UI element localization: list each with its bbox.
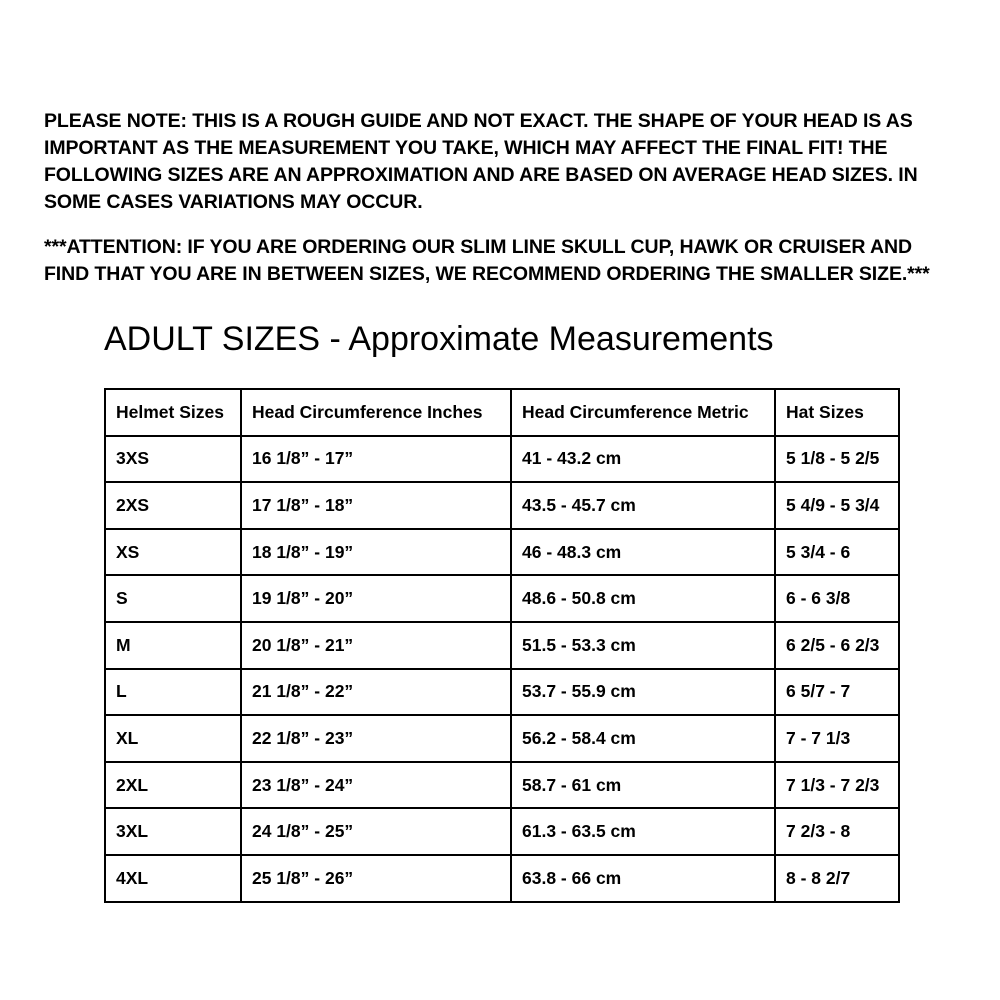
column-header-helmet-sizes: Helmet Sizes — [105, 389, 241, 436]
cell-hat-size: 6 2/5 - 6 2/3 — [775, 622, 899, 669]
table-body — [105, 436, 899, 902]
size-chart-table — [104, 388, 900, 903]
cell-metric: 63.8 - 66 cm — [511, 855, 775, 902]
cell-hat-size: 5 3/4 - 6 — [775, 529, 899, 576]
cell-inches: 21 1/8” - 22” — [241, 669, 511, 716]
cell-inches: 22 1/8” - 23” — [241, 715, 511, 762]
table-row — [105, 669, 899, 716]
cell-metric: 61.3 - 63.5 cm — [511, 808, 775, 855]
cell-metric: 58.7 - 61 cm — [511, 762, 775, 809]
cell-hat-size: 8 - 8 2/7 — [775, 855, 899, 902]
table-row — [105, 436, 899, 483]
page-title: ADULT SIZES - Approximate Measurements — [104, 320, 774, 358]
table-row — [105, 575, 899, 622]
notes-block — [44, 108, 959, 288]
cell-helmet-size: 2XL — [105, 762, 241, 809]
cell-inches: 23 1/8” - 24” — [241, 762, 511, 809]
cell-helmet-size: 3XS — [105, 436, 241, 483]
cell-inches: 24 1/8” - 25” — [241, 808, 511, 855]
table-row — [105, 855, 899, 902]
cell-helmet-size: L — [105, 669, 241, 716]
cell-helmet-size: 2XS — [105, 482, 241, 529]
cell-metric: 56.2 - 58.4 cm — [511, 715, 775, 762]
column-header-head-circumference-inches: Head Circumference Inches — [241, 389, 511, 436]
cell-helmet-size: 3XL — [105, 808, 241, 855]
table-row — [105, 715, 899, 762]
cell-inches: 25 1/8” - 26” — [241, 855, 511, 902]
cell-helmet-size: XS — [105, 529, 241, 576]
table-row — [105, 482, 899, 529]
table-header-row — [105, 389, 899, 436]
cell-metric: 46 - 48.3 cm — [511, 529, 775, 576]
cell-hat-size: 7 - 7 1/3 — [775, 715, 899, 762]
note-paragraph-2: ***ATTENTION: IF YOU ARE ORDERING OUR SLIM LINE SKULL CUP, HAWK OR CRUISER AND FIND THAT YOU ARE IN BETWEEN SIZES, WE RECOMMEND ORDERING THE SMALLER SIZE.*** — [44, 236, 930, 285]
cell-inches: 19 1/8” - 20” — [241, 575, 511, 622]
column-header-hat-sizes: Hat Sizes — [775, 389, 899, 436]
cell-metric: 51.5 - 53.3 cm — [511, 622, 775, 669]
cell-helmet-size: M — [105, 622, 241, 669]
cell-helmet-size: S — [105, 575, 241, 622]
cell-inches: 17 1/8” - 18” — [241, 482, 511, 529]
cell-metric: 43.5 - 45.7 cm — [511, 482, 775, 529]
cell-hat-size: 5 4/9 - 5 3/4 — [775, 482, 899, 529]
cell-hat-size: 5 1/8 - 5 2/5 — [775, 436, 899, 483]
cell-hat-size: 7 2/3 - 8 — [775, 808, 899, 855]
table-row — [105, 762, 899, 809]
table-row — [105, 622, 899, 669]
table-row — [105, 808, 899, 855]
cell-hat-size: 6 5/7 - 7 — [775, 669, 899, 716]
table-row — [105, 529, 899, 576]
cell-helmet-size: XL — [105, 715, 241, 762]
cell-inches: 18 1/8” - 19” — [241, 529, 511, 576]
note-paragraph-1: PLEASE NOTE: THIS IS A ROUGH GUIDE AND NOT EXACT. THE SHAPE OF YOUR HEAD IS AS IMPORTANT AS THE MEASUREMENT YOU TAKE, WHICH MAY AFFECT THE FINAL FIT! THE FOLLOWING SIZES ARE AN APPROXIMATION AND ARE BASED ON AVERAGE HEAD SIZES. IN SOME CASES VARIATIONS MAY OCCUR. — [44, 110, 918, 213]
cell-metric: 53.7 - 55.9 cm — [511, 669, 775, 716]
cell-helmet-size: 4XL — [105, 855, 241, 902]
cell-hat-size: 6 - 6 3/8 — [775, 575, 899, 622]
cell-inches: 16 1/8” - 17” — [241, 436, 511, 483]
cell-hat-size: 7 1/3 - 7 2/3 — [775, 762, 899, 809]
column-header-head-circumference-metric: Head Circumference Metric — [511, 389, 775, 436]
cell-inches: 20 1/8” - 21” — [241, 622, 511, 669]
cell-metric: 41 - 43.2 cm — [511, 436, 775, 483]
cell-metric: 48.6 - 50.8 cm — [511, 575, 775, 622]
